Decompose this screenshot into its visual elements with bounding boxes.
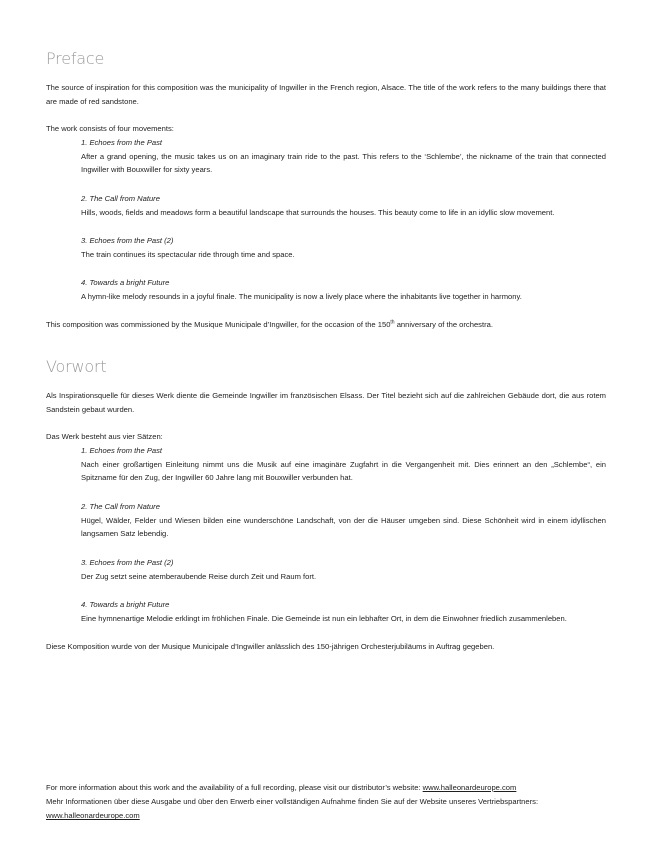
preface-movements-intro: The work consists of four movements: <box>46 124 174 133</box>
movement-text: Eine hymnenartige Melodie erklingt im fröhlichen Finale. Die Gemeinde ist nun ein lebhafter Ort, in dem die Einwohner friedlich zusammenleben. <box>81 613 567 623</box>
commission-text-end: anniversary of the orchestra. <box>394 320 493 329</box>
movement-text: The train continues its spectacular ride through time and space. <box>81 249 295 259</box>
vorwort-commission: Diese Komposition wurde von der Musique Municipale d’Ingwiller anlässlich des 150-jährigen Orchesterjubiläums in Auftrag gegeben. <box>46 642 495 651</box>
preface-intro: The source of inspiration for this composition was the municipality of Ingwiller in the French region, Alsace. The title of the work refers to the many buildings there that are made of red sandstone. <box>46 83 606 106</box>
movement-text: Hills, woods, fields and meadows form a beautiful landscape that surrounds the houses. This beauty come to life in an idyllic slow movement. <box>81 207 555 217</box>
distributor-link-en[interactable]: www.halleonardeurope.com <box>422 783 517 792</box>
footer <box>46 781 606 824</box>
movement-text: After a grand opening, the music takes us on an imaginary train ride to the past. This refers to the ‘Schlembe’, the nickname of the train that connected Ingwiller with Bouxwiller for sixty years. <box>81 151 606 174</box>
preface-movement-4 <box>81 276 606 303</box>
movement-text: Der Zug setzt seine atemberaubende Reise durch Zeit und Raum fort. <box>81 571 317 581</box>
preface-movement-1 <box>81 136 606 177</box>
vorwort-heading: Vorwort <box>46 357 107 376</box>
footer-en <box>46 781 606 795</box>
movement-text: A hymn-like melody resounds in a joyful finale. The municipality is now a lively place where the inhabitants live together in harmony. <box>81 291 522 301</box>
movement-title: 1. Echoes from the Past <box>81 138 163 147</box>
preface-commission <box>46 318 606 332</box>
vorwort-movement-3 <box>81 556 606 583</box>
movement-title: 4. Towards a bright Future <box>81 278 170 287</box>
movement-title: 3. Echoes from the Past (2) <box>81 558 174 567</box>
footer-de-text: Mehr Informationen über diese Ausgabe und über den Erwerb einer vollständigen Aufnahme finden Sie auf der Website unseres Vertriebspartners: <box>46 797 539 807</box>
movement-text: Hügel, Wälder, Felder und Wiesen bilden eine wunderschöne Landschaft, von der die Häuser umgeben sind. Diese Schönheit wird in einem idyllischen langsamen Satz lebendig. <box>81 515 606 538</box>
preface-heading: Preface <box>46 49 105 68</box>
vorwort-movement-4 <box>81 598 606 625</box>
vorwort-movements-intro: Das Werk besteht aus vier Sätzen: <box>46 432 163 441</box>
vorwort-movement-1 <box>81 444 606 485</box>
vorwort-intro: Als Inspirationsquelle für dieses Werk diente die Gemeinde Ingwiller im französischen Elsass. Der Titel bezieht sich auf die zahlreichen Gebäude dort, die aus rotem Sandstein gebaut wurden. <box>46 391 606 414</box>
footer-en-text: For more information about this work and the availability of a full recording, please visit our distributor’s website: <box>46 783 423 792</box>
movement-title: 2. The Call from Nature <box>81 194 160 203</box>
movement-title: 2. The Call from Nature <box>81 502 160 511</box>
movement-title: 1. Echoes from the Past <box>81 446 163 455</box>
movement-text: Nach einer großartigen Einleitung nimmt uns die Musik auf eine imaginäre Zugfahrt in die Vergangenheit mit. Dies erinnert an den „Schlembe“, ein Spitzname für den Zug, der Ingwiller 60 Jahre lang mit Bouxwiller verbunden hat. <box>81 459 606 482</box>
commission-text: This composition was commissioned by the Musique Municipale d’Ingwiller, for the occasion of the 150 <box>46 320 391 329</box>
movement-title: 4. Towards a bright Future <box>81 600 170 609</box>
preface-movement-2 <box>81 192 606 219</box>
distributor-link-de[interactable]: www.halleonardeurope.com <box>46 811 140 821</box>
ordinal-suffix: th <box>390 319 395 326</box>
movement-title: 3. Echoes from the Past (2) <box>81 236 174 245</box>
vorwort-movement-2 <box>81 500 606 541</box>
preface-movement-3 <box>81 234 606 261</box>
